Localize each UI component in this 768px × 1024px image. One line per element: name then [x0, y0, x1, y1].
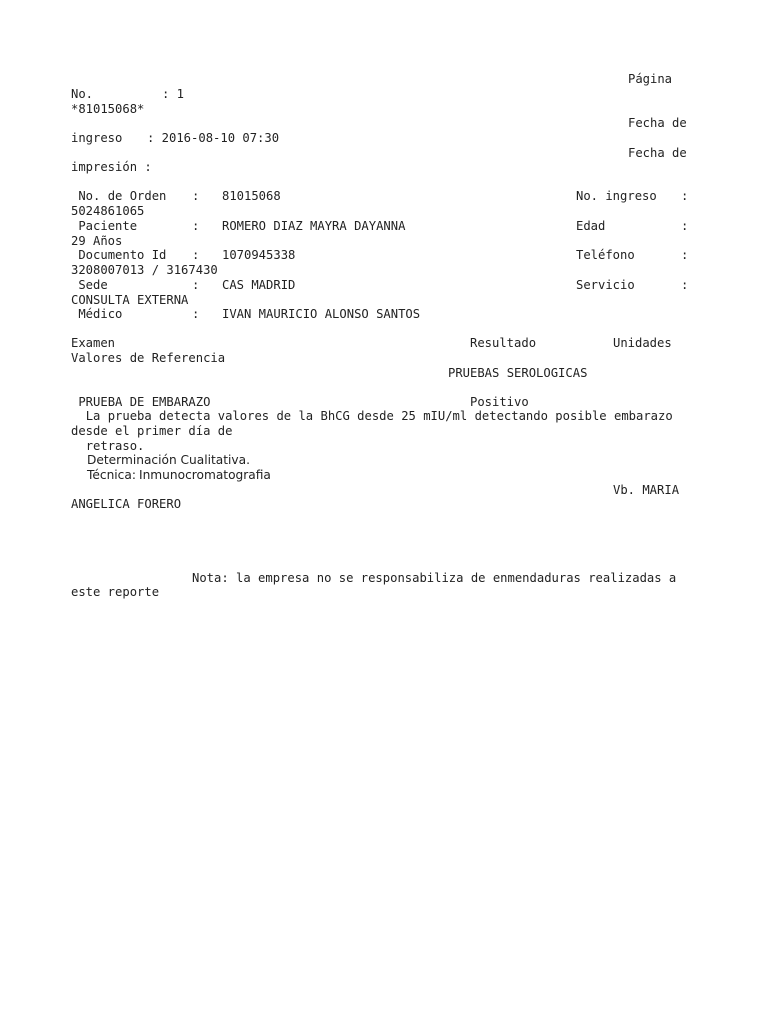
- col-resultado: Resultado: [470, 336, 537, 350]
- fecha-ingreso-label: Fecha de: [628, 116, 687, 130]
- medico-colon: :: [192, 307, 200, 321]
- servicio-colon: :: [681, 278, 689, 292]
- test-note-line-1: La prueba detecta valores de la BhCG desde 25 mIU/ml detectando posible embarazo: [85, 409, 673, 423]
- ingreso-label: No. ingreso: [576, 189, 657, 203]
- test-note-line-5: [87, 468, 271, 483]
- documento-colon: :: [192, 248, 200, 262]
- telefono-colon: :: [681, 248, 689, 262]
- test-result: Positivo: [470, 395, 529, 409]
- edad-label: Edad: [576, 219, 606, 233]
- page-no-label: No.: [71, 87, 94, 101]
- test-name: PRUEBA DE EMBARAZO: [78, 395, 211, 409]
- edad-colon: :: [681, 219, 689, 233]
- orden-colon: :: [192, 189, 200, 203]
- col-examen: Examen: [71, 336, 116, 350]
- fecha-impresion-label: Fecha de: [628, 146, 687, 160]
- edad-value: 29 Años: [71, 234, 123, 248]
- ingreso-colon: :: [681, 189, 689, 203]
- servicio-label: Servicio: [576, 278, 635, 292]
- medico-value: IVAN MAURICIO ALONSO SANTOS: [222, 307, 421, 321]
- col-unidades: Unidades: [613, 336, 672, 350]
- servicio-value: CONSULTA EXTERNA: [71, 293, 189, 307]
- footer-note: Nota: la empresa no se responsabiliza de enmendaduras realizadas a: [192, 571, 677, 585]
- paciente-value: ROMERO DIAZ MAYRA DAYANNA: [222, 219, 406, 233]
- telefono-label: Teléfono: [576, 248, 635, 262]
- sede-label: Sede: [78, 278, 108, 292]
- orden-value: 81015068: [222, 189, 281, 203]
- telefono-value: 3208007013 / 3167430: [71, 263, 218, 277]
- paciente-label: Paciente: [78, 219, 138, 233]
- test-note-line-3: retraso.: [85, 439, 145, 453]
- medico-label: Médico: [78, 307, 123, 321]
- fecha-impresion-label-cont: impresión :: [71, 160, 152, 174]
- fecha-ingreso-value: : 2016-08-10 07:30: [147, 131, 280, 145]
- ingreso-value: 5024861065: [71, 204, 145, 218]
- technique-value: Inmunocromatografia: [138, 468, 271, 482]
- paciente-colon: :: [192, 219, 200, 233]
- fecha-ingreso-label-cont: ingreso: [71, 131, 123, 145]
- signature-line-2: ANGELICA FORERO: [71, 497, 182, 511]
- section-title: PRUEBAS SEROLOGICAS: [448, 366, 588, 380]
- barcode-text: *81015068*: [71, 102, 145, 116]
- signature-line-1: Vb. MARIA: [613, 483, 680, 497]
- technique-label: Técnica:: [87, 468, 136, 482]
- test-note-line-2: desde el primer día de: [71, 424, 233, 438]
- documento-label: Documento Id: [78, 248, 167, 262]
- test-note-line-4: Determinación Cualitativa.: [87, 453, 250, 467]
- sede-colon: :: [192, 278, 200, 292]
- orden-label: No. de Orden: [78, 189, 167, 203]
- page-no-value: : 1: [162, 87, 185, 101]
- col-referencia: Valores de Referencia: [71, 351, 226, 365]
- page-label: Página: [628, 72, 673, 86]
- documento-value: 1070945338: [222, 248, 296, 262]
- sede-value: CAS MADRID: [222, 278, 296, 292]
- footer-note-cont: este reporte: [71, 585, 160, 599]
